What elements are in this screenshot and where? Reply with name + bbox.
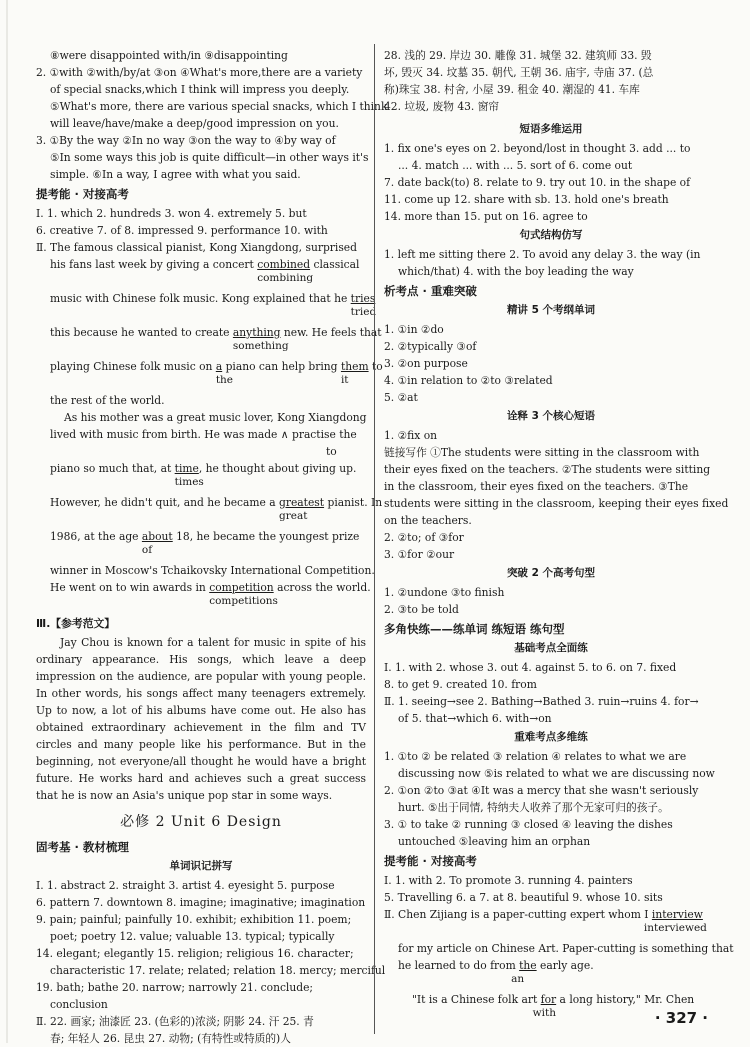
- corrected-word: something: [232, 340, 289, 352]
- essay-title: Ⅲ.【参考范文】: [36, 617, 116, 630]
- answers-top: [36, 47, 388, 183]
- core-phrase-line: their eyes fixed on the teachers. ②The students were sitting: [384, 463, 711, 476]
- basic-line: 8. to get 9. created 10. from: [384, 678, 537, 691]
- model-essay: Jay Chou is known for a talent for music in spite of his ordinary appearance. His songs, which leave a deep impression on the audience, are popular with young people. In other words, his songs affect many teenagers extremely. Up to now, a lot of his albums have come out. He also has obtained extraordinary achievement in the film and TV circles and many people like his performance. But in the beginning, not everyone/all thought he would have a bright future. He works hard and achieves such a great success that he is now an Asia's unique pop star in some ways.: [36, 636, 366, 802]
- subsection-sentences: 句式结构仿写: [519, 229, 583, 241]
- text-run: Ⅱ. Chen Zijiang is a paper-cutting expert whom I: [384, 908, 652, 921]
- text-run: However, he didn't quit, and he became a: [50, 496, 280, 509]
- text-run: the rest of the world.: [50, 394, 165, 407]
- correction-edit: [643, 906, 707, 934]
- answer-line: ⑤In some ways this job is quite difficult—in other ways it's: [50, 151, 369, 164]
- answer-line: 3. ①By the way ②In no way ③on the way to ④by way of: [36, 134, 336, 147]
- page-number: · 327 ·: [654, 1009, 708, 1027]
- corrected-word: interviewed: [643, 922, 707, 934]
- left-column: [36, 47, 388, 1047]
- section-title-practice: 提考能 · 对接高考: [36, 187, 129, 201]
- core-phrase-line: students were sitting in the classroom, keeping their eyes fixed: [384, 497, 729, 510]
- correction-line: [36, 562, 375, 579]
- correction-edit: [279, 494, 325, 522]
- final-answers: [384, 872, 718, 906]
- subsection-vocab-spelling: 单词识记拼写: [169, 860, 233, 872]
- key-answers: [384, 748, 718, 850]
- corrected-word: great: [279, 510, 308, 522]
- phrase-line: 11. come up 12. share with sb. 13. hold one's breath: [384, 193, 669, 206]
- phrase-line: 14. more than 15. put on 16. agree to: [384, 210, 588, 223]
- vocab-line: 14. elegant; elegantly 15. religion; religious 16. character;: [36, 947, 354, 960]
- core-phrase-line: 2. ②to; of ③for: [384, 531, 464, 544]
- vocab-line: 坏, 毁灭 34. 坟墓 35. 朝代, 王朝 36. 庙宇, 寺庙 37. (总: [384, 66, 654, 79]
- answer-line: 6. creative 7. of 8. impressed 9. performance 10. with: [36, 224, 328, 237]
- text-run: Ⅱ. The famous classical pianist, Kong Xiangdong, surprised: [36, 241, 357, 254]
- text-run: a long history," Mr. Chen: [556, 993, 695, 1006]
- subsection-phrases: 短语多维运用: [519, 123, 583, 135]
- vocab-line: characteristic 17. relate; related; relation 18. mercy; merciful: [50, 964, 386, 977]
- text-run: pianist. In: [324, 496, 383, 509]
- correction-edit: [174, 460, 204, 488]
- vocab-line: 9. pain; painful; painfully 10. exhibit; exhibition 11. poem;: [36, 913, 352, 926]
- basic-answers: [384, 659, 718, 727]
- correction-line: [36, 239, 366, 256]
- text-run: classical: [310, 258, 360, 271]
- text-run: to: [368, 360, 383, 373]
- unit-title: 必修 2 Unit 6 Design: [120, 814, 282, 830]
- basic-line: of 5. that→which 6. with→on: [398, 712, 552, 725]
- text-run: He went on to win awards in: [50, 581, 210, 594]
- word-line: 3. ②on purpose: [384, 357, 468, 370]
- text-run: piano so much that, at: [50, 462, 175, 475]
- vocab-line: 19. bath; bathe 20. narrow; narrowly 21. conclude;: [36, 981, 314, 994]
- error-correction: [36, 239, 383, 613]
- original-word: competition: [209, 581, 274, 594]
- correction-line: [36, 409, 366, 426]
- text-run: winner in Moscow's Tchaikovsky International Competition.: [50, 564, 375, 577]
- correction-line: [36, 528, 366, 562]
- text-run: piano can help bring: [222, 360, 341, 373]
- original-word: for: [540, 993, 557, 1006]
- word-line: 5. ②at: [384, 391, 418, 404]
- sentence-line: which/that) 4. with the boy leading the way: [398, 265, 634, 278]
- original-word: the: [519, 959, 537, 972]
- key-line: discussing now ⑤is related to what we are discussing now: [398, 767, 715, 780]
- key-line: 2. ①on ②to ③at ④It was a mercy that she wasn't seriously: [384, 784, 699, 797]
- original-word: combined: [257, 258, 311, 271]
- corrected-word: competitions: [209, 595, 278, 607]
- corrected-word: times: [174, 476, 204, 488]
- correction-edit: [209, 579, 278, 607]
- scan-edge: [6, 0, 8, 1043]
- word-line: 1. ①in ②do: [384, 323, 444, 336]
- corrected-word: an: [511, 973, 525, 985]
- original-word: a: [215, 360, 223, 373]
- text-run: "It is a Chinese folk art: [412, 993, 541, 1006]
- corrected-word: tried: [350, 306, 377, 318]
- vocab-line: 28. 浅的 29. 岸边 30. 雕像 31. 城堡 32. 建筑师 33. 毁: [384, 49, 652, 62]
- vocab-line: Ⅰ. 1. abstract 2. straight 3. artist 4. eyesight 5. purpose: [36, 879, 335, 892]
- final-line: 5. Travelling 6. a 7. at 8. beautiful 9. whose 10. sits: [384, 891, 663, 904]
- text-run: 18, he became the youngest prize: [172, 530, 360, 543]
- pattern-line: 2. ③to be told: [384, 603, 459, 616]
- correction-edit: [232, 324, 289, 352]
- vocab-line: 6. pattern 7. downtown 8. imagine; imaginative; imagination: [36, 896, 366, 909]
- core-phrase-line: on the teachers.: [384, 514, 472, 527]
- text-run: playing Chinese folk music on: [50, 360, 216, 373]
- word-answers: [384, 321, 718, 406]
- corrected-word: it: [340, 374, 349, 386]
- correction-edit: [141, 528, 173, 556]
- original-word: about: [141, 530, 173, 543]
- key-line: 3. ① to take ② running ③ closed ④ leaving the dishes: [384, 818, 673, 831]
- text-run: for my article on Chinese Art. Paper-cutting is something that: [398, 942, 734, 955]
- vocab-line: 春; 年轻人 26. 昆虫 27. 动物; (有特性或特质的)人: [50, 1032, 291, 1045]
- answer-line: ⑧were disappointed with/in ⑨disappointing: [50, 49, 288, 62]
- subsection-words: 精讲 5 个考纲单词: [506, 304, 596, 316]
- vocab-answers: [36, 877, 386, 1047]
- correction-line: [36, 392, 366, 409]
- corrected-word: combining: [257, 272, 314, 284]
- core-phrase-line: 链接写作 ①The students were sitting in the classroom with: [384, 446, 700, 459]
- text-run: , he thought about giving up.: [198, 462, 357, 475]
- phrase-answers: [384, 140, 718, 225]
- phrase-line: 7. date back(to) 8. relate to 9. try out 10. in the shape of: [384, 176, 691, 189]
- text-run: his fans last week by giving a concert: [50, 258, 258, 271]
- vocab-line: 42. 垃圾, 废物 43. 窗帘: [384, 100, 500, 113]
- correction-line: [36, 290, 377, 324]
- subsection-key: 重难考点多维练: [514, 731, 588, 743]
- core-phrase-line: 3. ①for ②our: [384, 548, 455, 561]
- correction-edit: [215, 358, 234, 386]
- answer-line: 2. ①with ②with/by/at ③on ④What's more,there are a variety: [36, 66, 363, 79]
- original-word: greatest: [279, 496, 325, 509]
- key-line: 1. ①to ② be related ③ relation ④ relates to what we are: [384, 750, 687, 763]
- inserted-word: to: [326, 445, 337, 458]
- section-title-exam: 提考能 · 对接高考: [384, 854, 477, 868]
- correction-edit: [350, 290, 377, 318]
- correction-edit: [257, 256, 314, 284]
- subsection-basic: 基础考点全面练: [514, 642, 588, 654]
- key-line: untouched ⑤leaving him an orphan: [398, 835, 591, 848]
- core-phrase-answers: [384, 427, 729, 563]
- original-word: interview: [651, 908, 703, 921]
- text-run: lived with music from birth. He was made ∧ practise the: [50, 428, 357, 441]
- basic-line: Ⅰ. 1. with 2. whose 3. out 4. against 5. to 6. on 7. fixed: [384, 661, 677, 674]
- correction-line: [36, 358, 383, 392]
- phrase-line: 1. fix one's eyes on 2. beyond/lost in thought 3. add ... to: [384, 142, 691, 155]
- original-word: anything: [232, 326, 281, 339]
- corrected-word: with: [532, 1007, 556, 1019]
- sentence-line: 1. left me sitting there 2. To avoid any delay 3. the way (in: [384, 248, 701, 261]
- correction-line: [36, 324, 382, 358]
- text-run: across the world.: [273, 581, 371, 594]
- correction-edit: [532, 991, 557, 1019]
- text-run: new. He feels that: [280, 326, 382, 339]
- original-word: them: [340, 360, 369, 373]
- text-run: As his mother was a great music lover, Kong Xiangdong: [64, 411, 367, 424]
- core-phrase-line: in the classroom, their eyes fixed on the teachers. ③The: [384, 480, 689, 493]
- vocab-answers-cont: [384, 47, 718, 115]
- answer-line: of special snacks,which I think will impress you deeply.: [50, 83, 350, 96]
- original-word: time: [174, 462, 199, 475]
- phrase-line: ... 4. match ... with ... 5. sort of 6. come out: [398, 159, 633, 172]
- answer-line: Ⅰ. 1. which 2. hundreds 3. won 4. extremely 5. but: [36, 207, 307, 220]
- word-line: 4. ①in relation to ②to ③related: [384, 374, 553, 387]
- corrected-word: of: [141, 544, 153, 556]
- answer-line: simple. ⑥In a way, I agree with what you said.: [50, 168, 301, 181]
- subsection-core-phrases: 诠释 3 个核心短语: [506, 410, 596, 422]
- subsection-patterns: 突破 2 个高考句型: [506, 567, 596, 579]
- correction-line: [36, 256, 366, 290]
- text-run: this because he wanted to create: [50, 326, 233, 339]
- correction-edit: [511, 957, 537, 985]
- vocab-line: conclusion: [50, 998, 108, 1011]
- correction-line: [384, 940, 734, 957]
- corrected-word: the: [215, 374, 234, 386]
- correction-line: [36, 494, 383, 528]
- core-phrase-line: 1. ②fix on: [384, 429, 438, 442]
- answer-line: ⑤What's more, there are various special snacks, which I think: [50, 100, 388, 113]
- pattern-answers: [384, 584, 718, 618]
- section-title-analysis: 析考点 · 重难突破: [384, 284, 477, 298]
- pattern-line: 1. ②undone ③to finish: [384, 586, 505, 599]
- basic-line: Ⅱ. 1. seeing→see 2. Bathing→Bathed 3. ruin→ruins 4. for→: [384, 695, 699, 708]
- right-column: [384, 47, 734, 1025]
- sentence-answers: [384, 246, 718, 280]
- answers-section1: [36, 205, 366, 239]
- text-run: early age.: [536, 959, 594, 972]
- text-run: he learned to do from: [398, 959, 520, 972]
- vocab-line: Ⅱ. 22. 画家; 油漆匠 23. (色彩的)浓淡; 阴影 24. 汗 25. 青: [36, 1015, 314, 1028]
- vocab-line: poet; poetry 12. value; valuable 13. typical; typically: [50, 930, 335, 943]
- correction-line: [36, 460, 366, 494]
- correction-edit: [340, 358, 369, 386]
- section-title-basics: 固考基 · 教材梳理: [36, 840, 129, 854]
- text-run: music with Chinese folk music. Kong explained that he: [50, 292, 351, 305]
- column-divider: [374, 44, 375, 1034]
- final-line: Ⅰ. 1. with 2. To promote 3. running 4. painters: [384, 874, 633, 887]
- correction-line: [384, 906, 718, 940]
- key-line: hurt. ⑤出于同情, 特纳夫人收养了那个无家可归的孩子。: [398, 801, 669, 814]
- word-line: 2. ②typically ③of: [384, 340, 477, 353]
- answer-line: will leave/have/make a deep/good impression on you.: [50, 117, 339, 130]
- final-correction: [384, 906, 734, 1025]
- correction-line: [36, 579, 371, 613]
- section-title-quick-practice: 多角快练——练单词 练短语 练句型: [384, 622, 565, 636]
- original-word: tries: [350, 292, 376, 305]
- correction-line: [36, 426, 366, 460]
- text-run: 1986, at the age: [50, 530, 142, 543]
- vocab-line: 称)珠宝 38. 村舍, 小屋 39. 租金 40. 潮湿的 41. 车库: [384, 83, 640, 96]
- correction-line: [384, 957, 718, 991]
